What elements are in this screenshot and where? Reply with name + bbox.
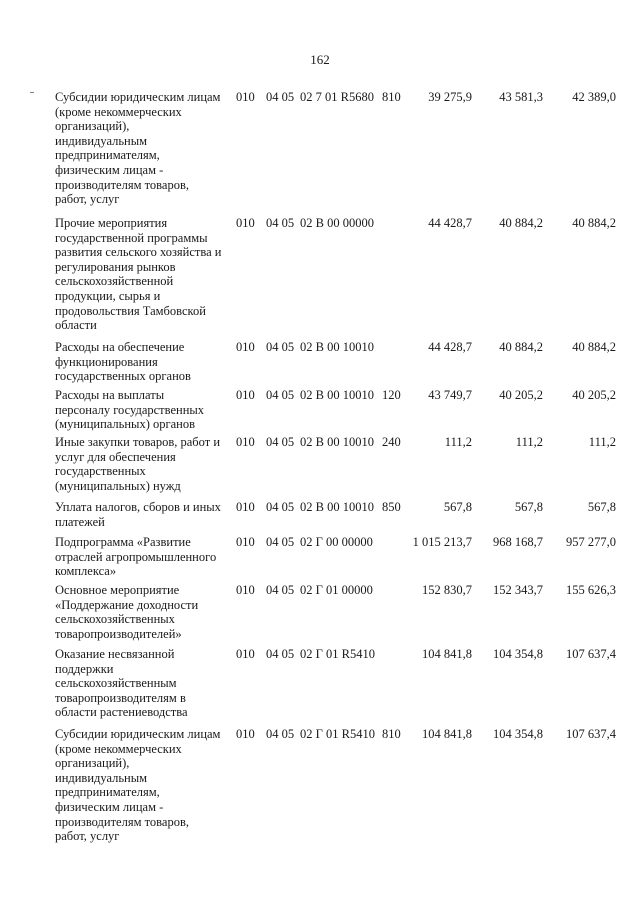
code-article: 02 Г 00 00000 bbox=[300, 535, 373, 549]
description-line: (муниципальных) нужд bbox=[55, 478, 181, 493]
code-expense-type: 240 bbox=[382, 435, 401, 449]
code-gov: 010 bbox=[236, 500, 255, 514]
code-expense-type: 810 bbox=[382, 90, 401, 104]
page-number: 162 bbox=[310, 52, 330, 67]
amount-year-2: 111,2 bbox=[515, 435, 543, 449]
description-line: организаций), bbox=[55, 119, 130, 134]
row-description bbox=[55, 435, 233, 493]
description-line: индивидуальным bbox=[55, 770, 148, 785]
row-description bbox=[55, 340, 233, 384]
code-section: 04 05 bbox=[266, 388, 295, 402]
description-line: «Поддержание доходности bbox=[55, 597, 199, 612]
amount-year-1: 104 841,8 bbox=[422, 727, 472, 741]
amount-year-2: 104 354,8 bbox=[493, 727, 543, 741]
description-line: Подпрограмма «Развитие bbox=[55, 535, 191, 549]
amount-year-1: 39 275,9 bbox=[428, 90, 472, 104]
description-line: Субсидии юридическим лицам bbox=[55, 90, 221, 104]
code-gov: 010 bbox=[236, 727, 255, 741]
code-expense-type: 850 bbox=[382, 500, 401, 514]
amount-year-2: 40 205,2 bbox=[499, 388, 543, 402]
code-section: 04 05 bbox=[266, 90, 295, 104]
description-line: сельскохозяйственным bbox=[55, 676, 177, 691]
code-section: 04 05 bbox=[266, 727, 295, 741]
code-expense-type: 810 bbox=[382, 727, 401, 741]
description-line: Расходы на обеспечение bbox=[55, 340, 185, 354]
code-section: 04 05 bbox=[266, 435, 295, 449]
amount-year-1: 44 428,7 bbox=[428, 340, 472, 354]
description-line: (муниципальных) органов bbox=[55, 417, 196, 432]
amount-year-3: 107 637,4 bbox=[566, 727, 616, 741]
description-line: сельскохозяйственной bbox=[55, 274, 174, 289]
description-line: государственной программы bbox=[55, 230, 208, 245]
description-line: производителям товаров, bbox=[55, 814, 189, 829]
row-description bbox=[55, 727, 233, 844]
code-article: 02 В 00 10010 bbox=[300, 500, 374, 514]
code-section: 04 05 bbox=[266, 216, 295, 230]
amount-year-1: 104 841,8 bbox=[422, 647, 472, 661]
description-line: работ, услуг bbox=[55, 829, 120, 844]
amount-year-1: 111,2 bbox=[444, 435, 472, 449]
amount-year-3: 957 277,0 bbox=[566, 535, 616, 549]
code-article: 02 В 00 10010 bbox=[300, 388, 374, 402]
description-line: персоналу государственных bbox=[55, 402, 205, 417]
description-line: Прочие мероприятия bbox=[55, 216, 168, 230]
description-line: продукции, сырья и bbox=[55, 288, 161, 303]
amount-year-1: 43 749,7 bbox=[428, 388, 472, 402]
code-section: 04 05 bbox=[266, 647, 295, 661]
code-gov: 010 bbox=[236, 340, 255, 354]
row-description bbox=[55, 583, 233, 641]
amount-year-3: 40 884,2 bbox=[572, 340, 616, 354]
description-line: (кроме некоммерческих bbox=[55, 741, 182, 756]
code-section: 04 05 bbox=[266, 583, 295, 597]
amount-year-1: 152 830,7 bbox=[422, 583, 472, 597]
description-line: Иные закупки товаров, работ и bbox=[55, 435, 221, 449]
description-line: регулирования рынков bbox=[55, 259, 176, 274]
description-line: отраслей агропромышленного bbox=[55, 549, 217, 564]
row-description bbox=[55, 647, 233, 720]
code-gov: 010 bbox=[236, 90, 255, 104]
code-section: 04 05 bbox=[266, 500, 295, 514]
code-gov: 010 bbox=[236, 535, 255, 549]
amount-year-2: 567,8 bbox=[514, 500, 543, 514]
amount-year-1: 567,8 bbox=[443, 500, 472, 514]
description-line: комплекса» bbox=[55, 564, 117, 579]
amount-year-2: 104 354,8 bbox=[493, 647, 543, 661]
description-line: продовольствия Тамбовской bbox=[55, 303, 206, 318]
description-line: физическим лицам - bbox=[55, 799, 164, 814]
code-article: 02 Г 01 R5410 bbox=[300, 647, 375, 661]
description-line: товаропроизводителям в bbox=[55, 690, 186, 705]
code-article: 02 В 00 00000 bbox=[300, 216, 374, 230]
description-line: работ, услуг bbox=[55, 192, 120, 207]
description-line: поддержки bbox=[55, 661, 114, 676]
amount-year-1: 44 428,7 bbox=[428, 216, 472, 230]
amount-year-3: 111,2 bbox=[588, 435, 616, 449]
description-line: Основное мероприятие bbox=[55, 583, 180, 597]
description-line: функционирования bbox=[55, 354, 158, 369]
code-section: 04 05 bbox=[266, 340, 295, 354]
description-line: области растениеводства bbox=[55, 705, 188, 720]
code-gov: 010 bbox=[236, 583, 255, 597]
description-line: Расходы на выплаты bbox=[55, 388, 165, 402]
description-line: физическим лицам - bbox=[55, 162, 164, 177]
amount-year-2: 968 168,7 bbox=[493, 535, 543, 549]
description-line: организаций), bbox=[55, 756, 130, 771]
description-line: Оказание несвязанной bbox=[55, 647, 175, 661]
code-expense-type: 120 bbox=[382, 388, 401, 402]
amount-year-3: 155 626,3 bbox=[566, 583, 616, 597]
description-line: государственных bbox=[55, 464, 146, 479]
description-line: развития сельского хозяйства и bbox=[55, 245, 222, 260]
amount-year-1: 1 015 213,7 bbox=[412, 535, 472, 549]
description-line: предпринимателям, bbox=[55, 785, 160, 800]
description-line: государственных органов bbox=[55, 369, 191, 384]
amount-year-3: 567,8 bbox=[587, 500, 616, 514]
margin-mark bbox=[30, 92, 34, 93]
code-gov: 010 bbox=[236, 388, 255, 402]
code-gov: 010 bbox=[236, 216, 255, 230]
amount-year-2: 40 884,2 bbox=[499, 340, 543, 354]
description-line: Уплата налогов, сборов и иных bbox=[55, 500, 221, 514]
code-gov: 010 bbox=[236, 435, 255, 449]
code-article: 02 7 01 R5680 bbox=[300, 90, 374, 104]
amount-year-3: 107 637,4 bbox=[566, 647, 616, 661]
code-article: 02 В 00 10010 bbox=[300, 435, 374, 449]
description-line: платежей bbox=[55, 514, 105, 529]
row-description bbox=[55, 388, 233, 432]
description-line: услуг для обеспечения bbox=[55, 449, 176, 464]
description-line: Субсидии юридическим лицам bbox=[55, 727, 221, 741]
code-section: 04 05 bbox=[266, 535, 295, 549]
description-line: области bbox=[55, 318, 97, 333]
amount-year-2: 152 343,7 bbox=[493, 583, 543, 597]
code-article: 02 Г 01 R5410 bbox=[300, 727, 375, 741]
amount-year-3: 40 884,2 bbox=[572, 216, 616, 230]
description-line: индивидуальным bbox=[55, 133, 148, 148]
code-article: 02 В 00 10010 bbox=[300, 340, 374, 354]
code-gov: 010 bbox=[236, 647, 255, 661]
row-description bbox=[55, 535, 233, 579]
row-description bbox=[55, 90, 233, 207]
description-line: товаропроизводителей» bbox=[55, 626, 182, 641]
amount-year-3: 40 205,2 bbox=[572, 388, 616, 402]
description-line: предпринимателям, bbox=[55, 148, 160, 163]
amount-year-2: 40 884,2 bbox=[499, 216, 543, 230]
description-line: (кроме некоммерческих bbox=[55, 104, 182, 119]
code-article: 02 Г 01 00000 bbox=[300, 583, 373, 597]
description-line: сельскохозяйственных bbox=[55, 612, 175, 627]
row-description bbox=[55, 216, 233, 333]
row-description bbox=[55, 500, 233, 529]
amount-year-2: 43 581,3 bbox=[499, 90, 543, 104]
amount-year-3: 42 389,0 bbox=[572, 90, 616, 104]
description-line: производителям товаров, bbox=[55, 177, 189, 192]
